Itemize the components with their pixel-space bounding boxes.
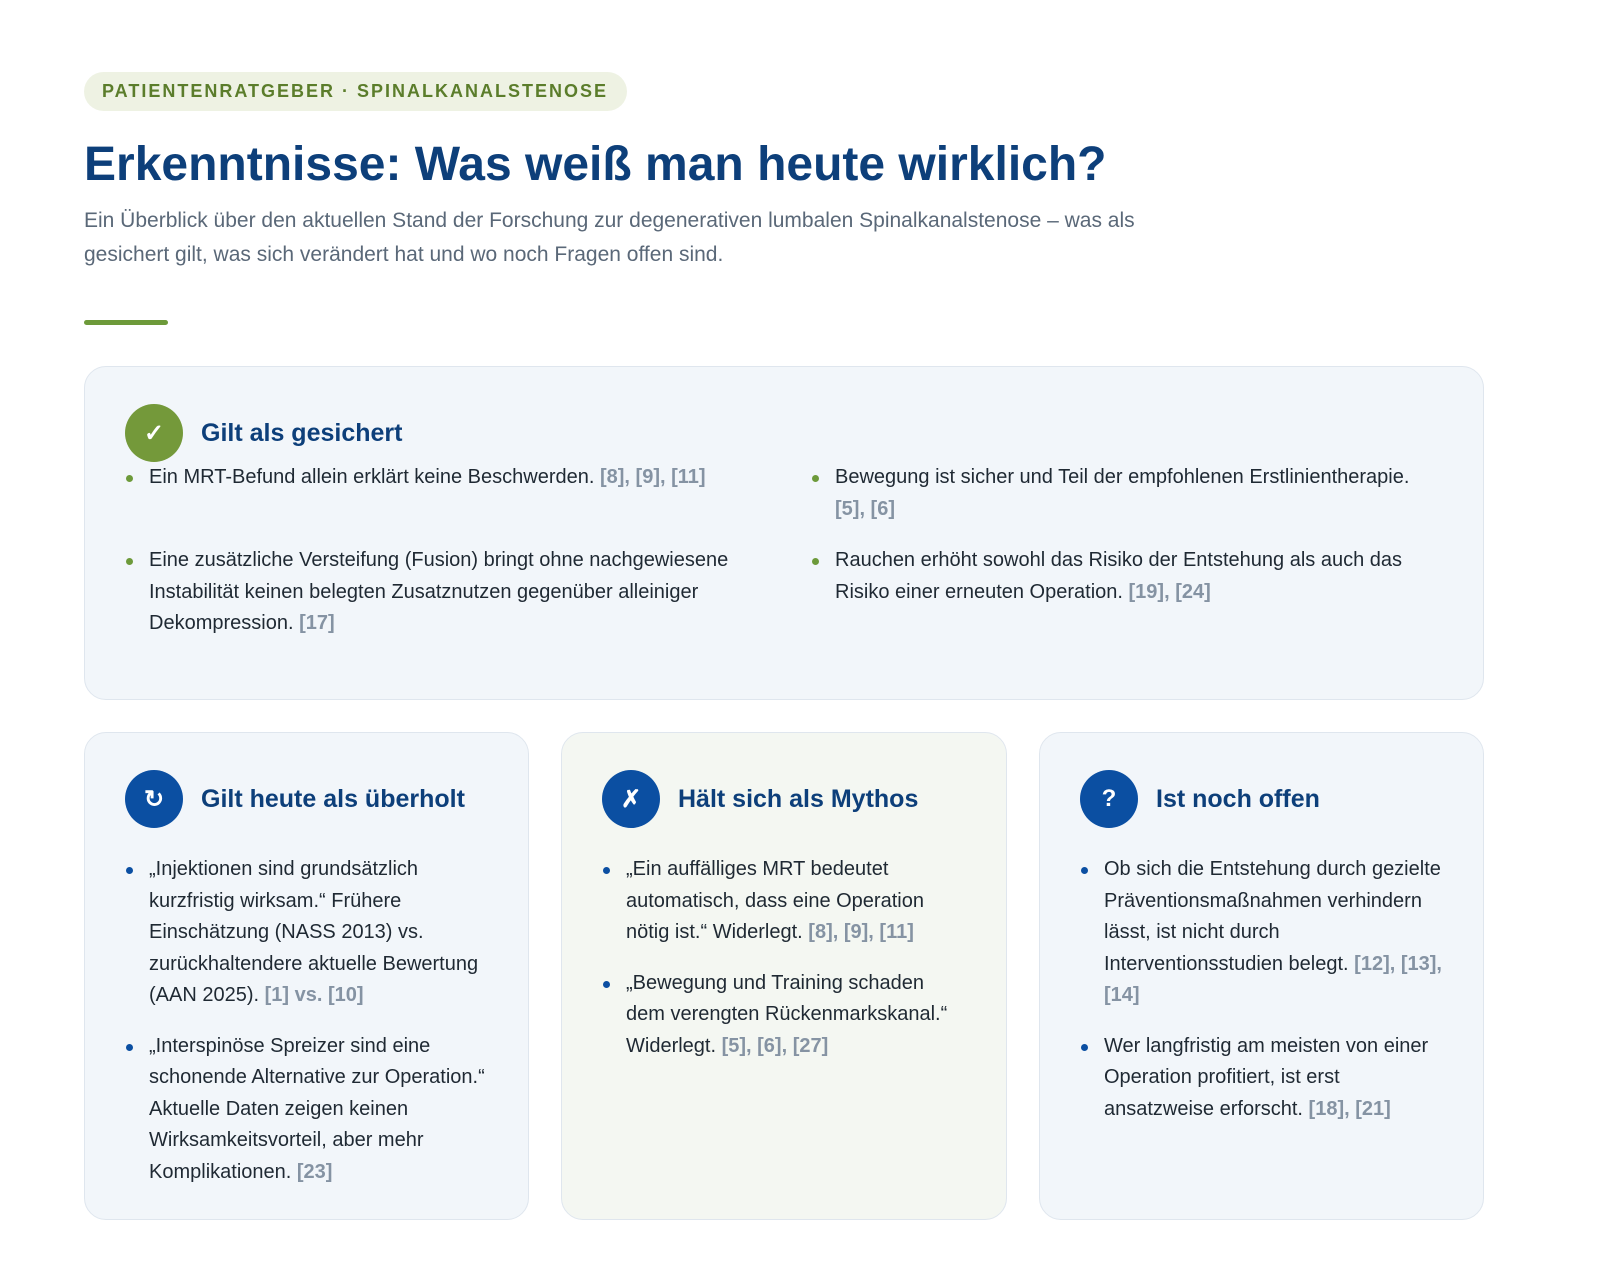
list-item [811,462,1431,525]
card-myth-title: Hält sich als Mythos [678,784,919,813]
card-secured [84,366,1484,700]
page-title: Erkenntnisse: Was weiß man heute wirklich? [84,138,1107,191]
citation: [5], [6], [27] [721,1034,829,1057]
card-outdated-title: Gilt heute als überholt [201,784,465,813]
card-open [1039,732,1484,1220]
page-subtitle: Ein Überblick über den aktuellen Stand der Forschung zur degenerativen lumbalen Spinalkanalstenose – was als gesichert gilt, was sich verändert hat und wo noch Fragen offen sind. [84,209,1135,267]
list-item [1080,854,1443,1012]
item-text: „Injektionen sind grundsätzlich kurzfristig wirksam.“ Frühere Einschätzung (NASS 2013) vs. zurückhaltendere aktuelle Bewertung (AAN 2025). [149,858,479,1006]
card-open-title: Ist noch offen [1156,784,1320,813]
card-outdated-list [125,854,488,1188]
card-myth-list [602,854,966,1062]
card-myth [561,732,1007,1220]
card-outdated [84,732,529,1220]
title-divider [84,320,168,325]
citation: [5], [6] [835,497,895,520]
list-item [602,968,966,1063]
citation: [12], [13], [14] [1104,952,1442,1006]
card-outdated-header [125,770,488,828]
list-item [602,854,966,949]
check-icon: ✓ [125,404,183,462]
item-text: „Interspinöse Spreizer sind eine schonende Alternative zur Operation.“ Aktuelle Daten zeigen keinen Wirksamkeitsvorteil, aber mehr Komplikationen. [149,1034,485,1183]
card-open-header [1080,770,1443,828]
card-secured-list [125,462,1443,640]
card-myth-header [602,770,966,828]
list-item [125,545,811,640]
item-text: „Ein auffälliges MRT bedeutet automatisch, dass eine Operation nötig ist.“ Widerlegt. [626,858,924,943]
item-text: Rauchen erhöht sowohl das Risiko der Entstehung als auch das Risiko einer erneuten Operation. [835,549,1403,603]
refresh-icon: ↻ [125,770,183,828]
item-text: Ein MRT-Befund allein erklärt keine Beschwerden. [149,466,595,488]
eyebrow-badge: PATIENTENRATGEBER · SPINALKANALSTENOSE [84,72,627,111]
citation: [8], [9], [11] [808,921,914,943]
card-open-list [1080,854,1443,1125]
item-text: „Bewegung und Training schaden dem verengten Rückenmarkskanal.“ Widerlegt. [626,971,948,1057]
citation: [1] vs. [10] [264,984,364,1006]
card-secured-header [125,404,1443,462]
citation: [23] [296,1160,333,1183]
item-text: Ob sich die Entstehung durch gezielte Präventionsmaßnahmen verhindern lässt, ist nicht durch Interventionsstudien belegt. [1104,858,1441,975]
page [0,0,1600,325]
citation: [8], [9], [11] [599,466,706,488]
item-text: Eine zusätzliche Versteifung (Fusion) bringt ohne nachgewiesene Instabilität keinen belegten Zusatznutzen gegenüber alleiniger Dekompression. [149,549,729,634]
citation: [19], [24] [1128,580,1211,603]
list-item [811,545,1431,640]
list-item [125,462,811,525]
citation: [18], [21] [1308,1097,1391,1120]
list-item [1080,1031,1443,1126]
cross-icon: ✗ [602,770,660,828]
card-secured-title: Gilt als gesichert [201,418,403,447]
list-item [125,1031,488,1189]
item-text: Bewegung ist sicher und Teil der empfohlenen Erstlinientherapie. [835,466,1410,488]
list-item [125,854,488,1012]
item-text: Wer langfristig am meisten von einer Operation profitiert, ist erst ansatzweise erforscht. [1104,1034,1429,1120]
question-icon: ? [1080,770,1138,828]
citation: [17] [299,612,335,634]
